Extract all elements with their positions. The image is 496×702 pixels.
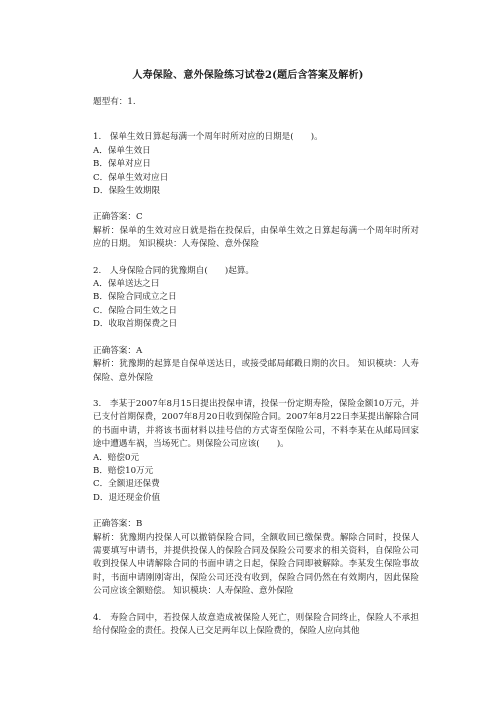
question-2-analysis: 解析：犹豫期的起算是自保单送达日，或接受邮局邮戳日期的次日。 知识模块：人寿保险、意外保险 — [93, 359, 419, 383]
question-3-answer: 正确答案：B — [93, 519, 143, 530]
question-2-answer: 正确答案：A — [93, 345, 143, 356]
question-3-stem: 3. 李某于2007年8月15日提出投保申请，投保一份定期寿险，保险金额10万元，并已支付首期保费，2007年8月20日收到保险合同。2007年8月22日李某提出解除合同的书面申请，并将该书面材料以挂号信的方式寄至保险公司，不料李某在从邮局回家途中遭遇车祸，当场死亡。则保险公司应该( )。 — [93, 398, 419, 450]
question-2-stem: 2. 人身保险合同的犹豫期自( )起算。 — [93, 265, 254, 276]
question-4-stem: 4. 寿险合同中，若投保人故意造成被保险人死亡，则保险合同终止，保险人不承担给付保险金的责任。投保人已交足两年以上保险费的，保险人应向其他 — [93, 612, 419, 636]
document-title: 人寿保险、意外保险练习试卷2(题后含答案及解析) — [132, 70, 364, 81]
question-type-line: 题型有：1. — [93, 97, 136, 107]
question-3-option-d: D．退还现金价值 — [93, 492, 161, 503]
question-2-option-a: A．保单送达之曰 — [93, 279, 160, 290]
question-1-answer: 正确答案：C — [93, 212, 143, 223]
question-3-option-b: B．赔偿10万元 — [93, 465, 154, 476]
document-body — [93, 96, 419, 638]
question-2-option-b: B．保险合同成立之日 — [93, 292, 177, 303]
question-1-option-d: D．保险生效期限 — [93, 186, 161, 197]
question-3-analysis: 解析：犹豫期内投保人可以撤销保险合同，全额收回已缴保费。解除合同时，投保人需要填写申请书，并提供投保人的保险合同及保险公司要求的相关资料，自保险公司收到投保人申请解除合同的书面申请之日起，保险合同即被解除。李某发生保险事故时，书面申请刚刚寄出，保险公司还没有收到，保险合同仍然在有效期内，因此保险公司应该全额赔偿。 知识模块：人寿保险、意外保险 — [93, 532, 419, 597]
question-1-stem: 1. 保单生效日算起每满一个周年时所对应的日期是( )。 — [93, 132, 323, 143]
question-3-option-c: C．全额退还保费 — [93, 479, 160, 490]
question-1-option-b: B．保单对应日 — [93, 159, 151, 170]
question-1-option-c: C．保单生效对应日 — [93, 172, 169, 183]
question-2-option-c: C．保险合同生效之日 — [93, 305, 177, 316]
question-1-analysis: 解析：保单的生效对应日就是指在投保后，由保单生效之日算起每满一个周年时所对应的日期。 知识模块：人寿保险、意外保险 — [93, 225, 419, 250]
question-3-option-a: A．赔偿0元 — [93, 452, 140, 463]
question-1-option-a: A．保单生效日 — [93, 145, 151, 156]
question-2-option-d: D．收取首期保费之日 — [93, 319, 178, 330]
